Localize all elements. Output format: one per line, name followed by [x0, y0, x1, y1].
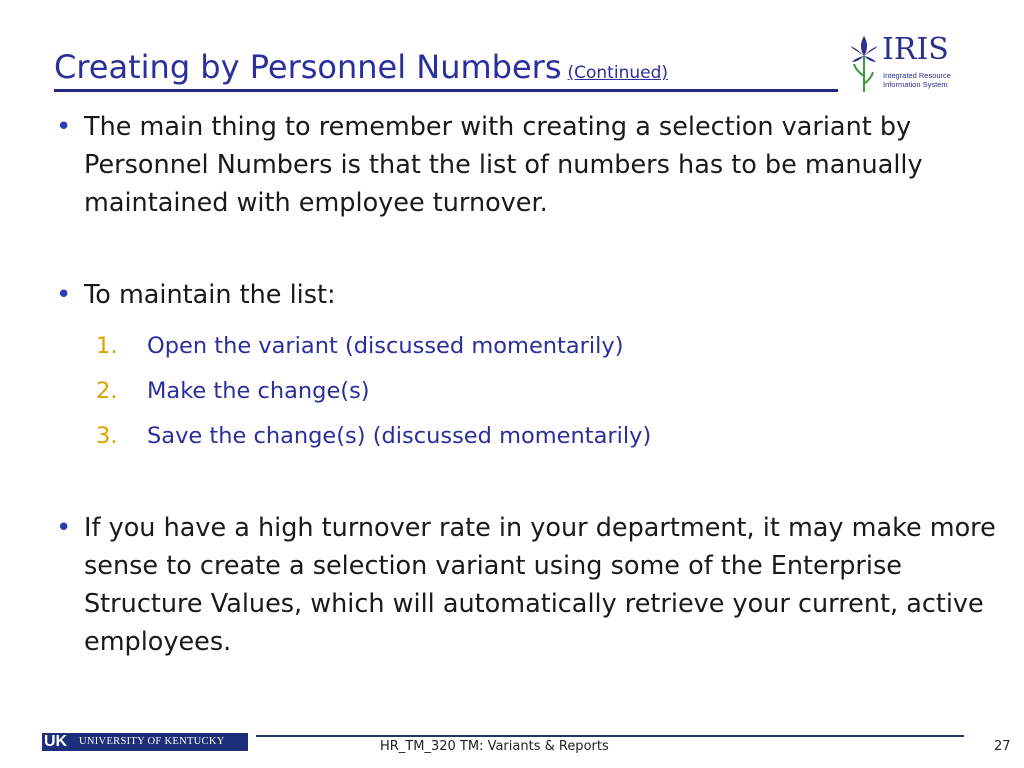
uk-logo-mark: UK	[44, 733, 68, 750]
iris-logo-tagline: Integrated Resource Information System	[883, 71, 951, 89]
footer-divider	[256, 735, 964, 737]
step-number: 1.	[96, 333, 118, 359]
slide-title	[54, 48, 668, 86]
step-item	[96, 414, 996, 459]
iris-logo	[846, 32, 976, 96]
bullet-item: • If you have a high turnover rate in your department, it may make more sense to create a selection variant using some of the Enterprise Structure Values, which will automatically retrieve your current, active employees.	[56, 509, 996, 661]
footer-course: HR_TM_320 TM: Variants & Reports	[380, 739, 609, 754]
step-list	[96, 324, 996, 459]
bullet-dot-icon: •	[56, 112, 72, 142]
uk-footer-logo	[42, 733, 248, 751]
bullet-dot-icon: •	[56, 280, 72, 310]
slide-title-main: Creating by Personnel Numbers	[54, 48, 562, 86]
uk-logo-text: UNIVERSITY OF KENTUCKY	[79, 736, 225, 747]
step-item	[96, 369, 996, 414]
bullet-dot-icon: •	[56, 513, 72, 543]
bullet-item: • The main thing to remember with creating a selection variant by Personnel Numbers is that the list of numbers has to be manually maintained with employee turnover.	[56, 108, 996, 222]
step-text: Save the change(s) (discussed momentarily)	[147, 423, 652, 449]
page-number: 27	[994, 739, 1011, 754]
iris-logo-name: IRIS	[882, 32, 949, 67]
iris-flower-icon	[846, 32, 882, 96]
title-divider	[54, 89, 838, 92]
step-number: 2.	[96, 378, 118, 404]
step-number: 3.	[96, 423, 118, 449]
step-text: Open the variant (discussed momentarily)	[147, 333, 624, 359]
step-text: Make the change(s)	[147, 378, 370, 404]
bullet-list	[56, 108, 996, 661]
slide-title-sub: (Continued)	[567, 63, 668, 83]
bullet-item: • To maintain the list:	[56, 276, 996, 314]
step-item	[96, 324, 996, 369]
